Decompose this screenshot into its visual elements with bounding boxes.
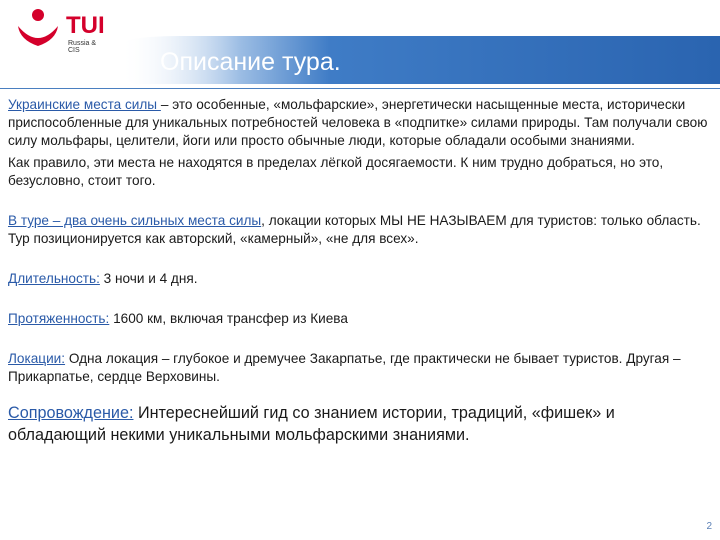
distance-label: Протяженность: (8, 311, 110, 326)
reachability-text: Как правило, эти места не находятся в пределах лёгкой досягаемости. К ним трудно добраться, но это, безусловно, стоит того. (8, 155, 664, 188)
paragraph-tour-places (8, 212, 712, 248)
title-divider (0, 88, 720, 89)
duration-text: 3 ночи и 4 дня. (99, 271, 198, 286)
slide-title: Описание тура. (160, 48, 341, 76)
paragraph-locations (8, 350, 712, 386)
locations-text: Одна локация – глубокое и дремучее Закарпатье, где практически не бывает туристов. Другая – Прикарпатье, сердце Верховины. (8, 351, 681, 384)
tui-wordmark: TUI (66, 12, 105, 39)
tour-places-label: В туре – два очень сильных места силы (8, 213, 262, 228)
places-of-power-text: – это особенные, «мольфарские», энергетически насыщенные места, исторически приспособленные для уникальных потребностей человека в «подпитке» силами природы. Там получали свою силу мольфары, целители, йоги или просто обычные люди, которые обладали особыми знаниями. (8, 97, 708, 148)
slide-body (8, 96, 712, 446)
distance-text: 1600 км, включая трансфер из Киева (109, 311, 348, 326)
paragraph-places-of-power (8, 96, 712, 150)
page-number: 2 (706, 521, 712, 532)
locations-label: Локации: (8, 351, 66, 366)
tour-places-text: , локации которых МЫ НЕ НАЗЫВАЕМ для туристов: только область. Тур позиционируется как авторский, «камерный», «не для всех». (8, 213, 701, 246)
paragraph-duration (8, 270, 712, 288)
guide-label: Сопровождение: (8, 404, 134, 422)
title-banner (0, 36, 720, 84)
places-of-power-label: Украинские места силы (8, 97, 161, 112)
paragraph-distance (8, 310, 712, 328)
guide-text: Интереснейший гид со знанием истории, традиций, «фишек» и обладающий некими уникальными мольфарскими знаниями. (8, 404, 615, 444)
paragraph-guide (8, 402, 712, 446)
duration-label: Длительность: (8, 271, 100, 286)
tui-region-label: Russia & CIS (68, 40, 97, 54)
paragraph-reachability (8, 154, 712, 190)
